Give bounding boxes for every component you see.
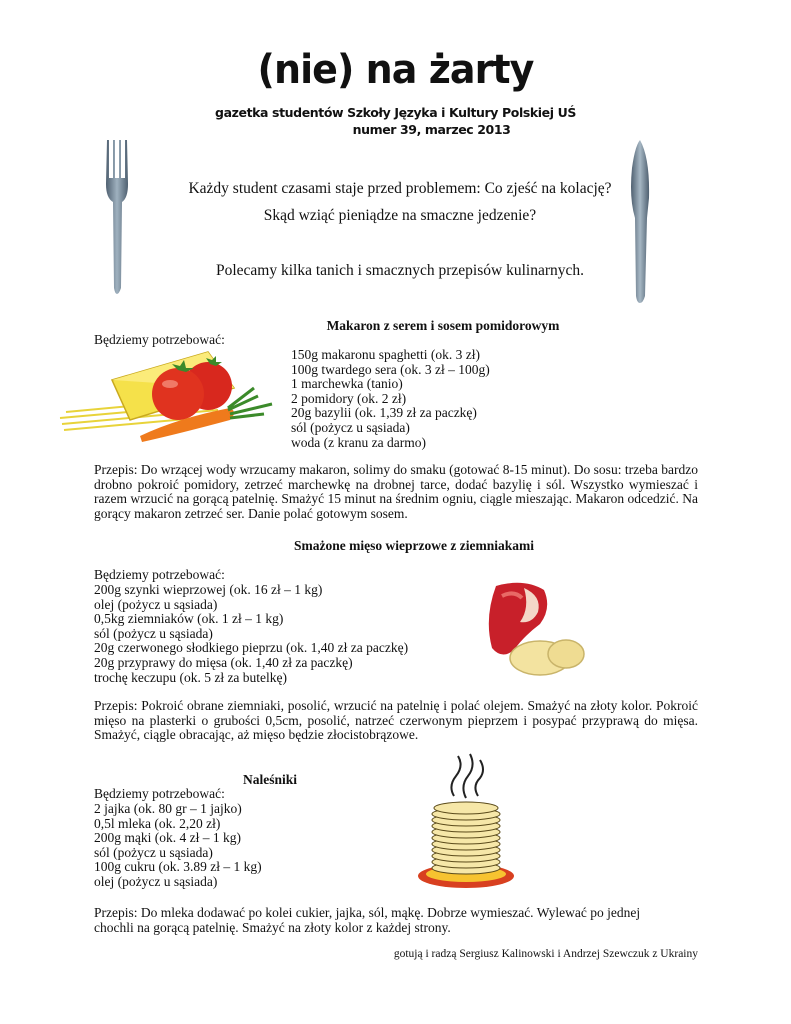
list-item: 20g czerwonego słodkiego pieprzu (ok. 1,40 zł za paczkę) bbox=[94, 640, 409, 656]
list-item: 200g szynki wieprzowej (ok. 16 zł – 1 kg) bbox=[94, 582, 323, 597]
list-item: 0,5kg ziemniaków (ok. 1 zł – 1 kg) bbox=[94, 611, 284, 627]
list-item: 2 pomidory (ok. 2 zł) bbox=[291, 390, 407, 406]
pancake-stack-illustration bbox=[414, 752, 518, 892]
list-item: 20g przyprawy do mięsa (ok. 1,40 zł za paczkę) bbox=[94, 654, 353, 670]
list-item: 100g cukru (ok. 3.89 zł – 1 kg) bbox=[94, 859, 262, 875]
recipe-title-pasta: Makaron z serem i sosem pomidorowym bbox=[326, 318, 560, 333]
recipe-needs-label: Będziemy potrzebować: bbox=[94, 567, 225, 582]
pasta-vegetables-illustration bbox=[58, 348, 280, 442]
authors-credit: gotują i radzą Sergiusz Kalinowski i Andrzej Szewczuk z Ukrainy bbox=[393, 948, 698, 960]
list-item: trochę keczupu (ok. 5 zł za butelkę) bbox=[94, 669, 288, 685]
list-item: sól (pożycz u sąsiada) bbox=[94, 844, 213, 860]
recipe-method-pancakes-line2: chochli na gorącą patelnię. Smażyć na złoty kolor z każdej strony. bbox=[94, 920, 451, 935]
list-item: sól (pożycz u sąsiada) bbox=[94, 625, 213, 641]
list-item: 20g bazylii (ok. 1,39 zł za paczkę) bbox=[291, 405, 477, 421]
intro-recommendation: Polecamy kilka tanich i smacznych przepisów kulinarnych. bbox=[215, 262, 584, 279]
list-item: 150g makaronu spaghetti (ok. 3 zł) bbox=[291, 347, 480, 362]
recipe-method-pork: Przepis: Pokroić obrane ziemniaki, posolić, wrzucić na patelnię i polać olejem. Smażyć na złoty kolor. Pokroić mięso na plasterki o grubości 0,5cm, posolić, natrzeć czerwonym pieprzem i posypać przyprawą do mięsa. Smażyć, ciągle obracając, aż mięso będzie złocistobrązowe. bbox=[94, 698, 698, 743]
list-item: sól (pożycz u sąsiada) bbox=[291, 419, 410, 435]
recipe-title-pork: Smażone mięso wieprzowe z ziemniakami bbox=[294, 538, 534, 553]
ingredient-list-pancakes bbox=[94, 802, 262, 890]
list-item: 1 marchewka (tanio) bbox=[291, 376, 403, 392]
list-item: woda (z kranu za darmo) bbox=[291, 434, 426, 450]
ingredient-list-pasta bbox=[291, 348, 490, 450]
list-item: 200g mąki (ok. 4 zł – 1 kg) bbox=[94, 830, 241, 846]
recipe-needs-label: Będziemy potrzebować: bbox=[94, 332, 225, 347]
recipe-method-pancakes-line1: Przepis: Do mleka dodawać po kolei cukier, jajka, sól, mąkę. Dobrze wymieszać. Wylewać po jednej bbox=[94, 905, 641, 920]
subtitle-line-1: gazetka studentów Szkoły Języka i Kultury Polskiej UŚ bbox=[215, 105, 576, 120]
list-item: 0,5l mleka (ok. 2,20 zł) bbox=[94, 815, 221, 831]
pork-potatoes-illustration bbox=[484, 578, 588, 682]
issue-number: numer 39, marzec 2013 bbox=[352, 122, 511, 137]
recipe-method-pasta: Przepis: Do wrzącej wody wrzucamy makaron, solimy do smaku (gotować 8-15 minut). Do sosu: trzeba bardzo drobno pokroić pomidory, zetrzeć marchewkę na drobnej tarce, dodać bazylię i sól. Wszystko wymieszać i razem wrzucić na gorącą patelnię. Smażyć 15 minut na średnim ogniu, ciągle mieszając. Makaron odcedzić. Na gorący makaron zetrzeć ser. Danie polać gotowym sosem. bbox=[94, 462, 698, 521]
intro-question-2: Skąd wziąć pieniądze na smaczne jedzenie? bbox=[263, 207, 537, 224]
intro-question-1: Każdy student czasami staje przed problemem: Co zjeść na kolację? bbox=[188, 180, 612, 197]
list-item: olej (pożycz u sąsiada) bbox=[94, 596, 218, 612]
ingredient-list-pork bbox=[94, 583, 408, 685]
recipe-needs-label: Będziemy potrzebować: bbox=[94, 786, 225, 801]
list-item: 100g twardego sera (ok. 3 zł – 100g) bbox=[291, 361, 490, 377]
recipe-title-pancakes: Naleśniki bbox=[242, 772, 297, 787]
list-item: olej (pożycz u sąsiada) bbox=[94, 873, 218, 889]
newsletter-title: (nie) na żarty bbox=[257, 47, 534, 93]
list-item: 2 jajka (ok. 80 gr – 1 jajko) bbox=[94, 801, 242, 816]
newsletter-subtitle bbox=[0, 104, 791, 138]
